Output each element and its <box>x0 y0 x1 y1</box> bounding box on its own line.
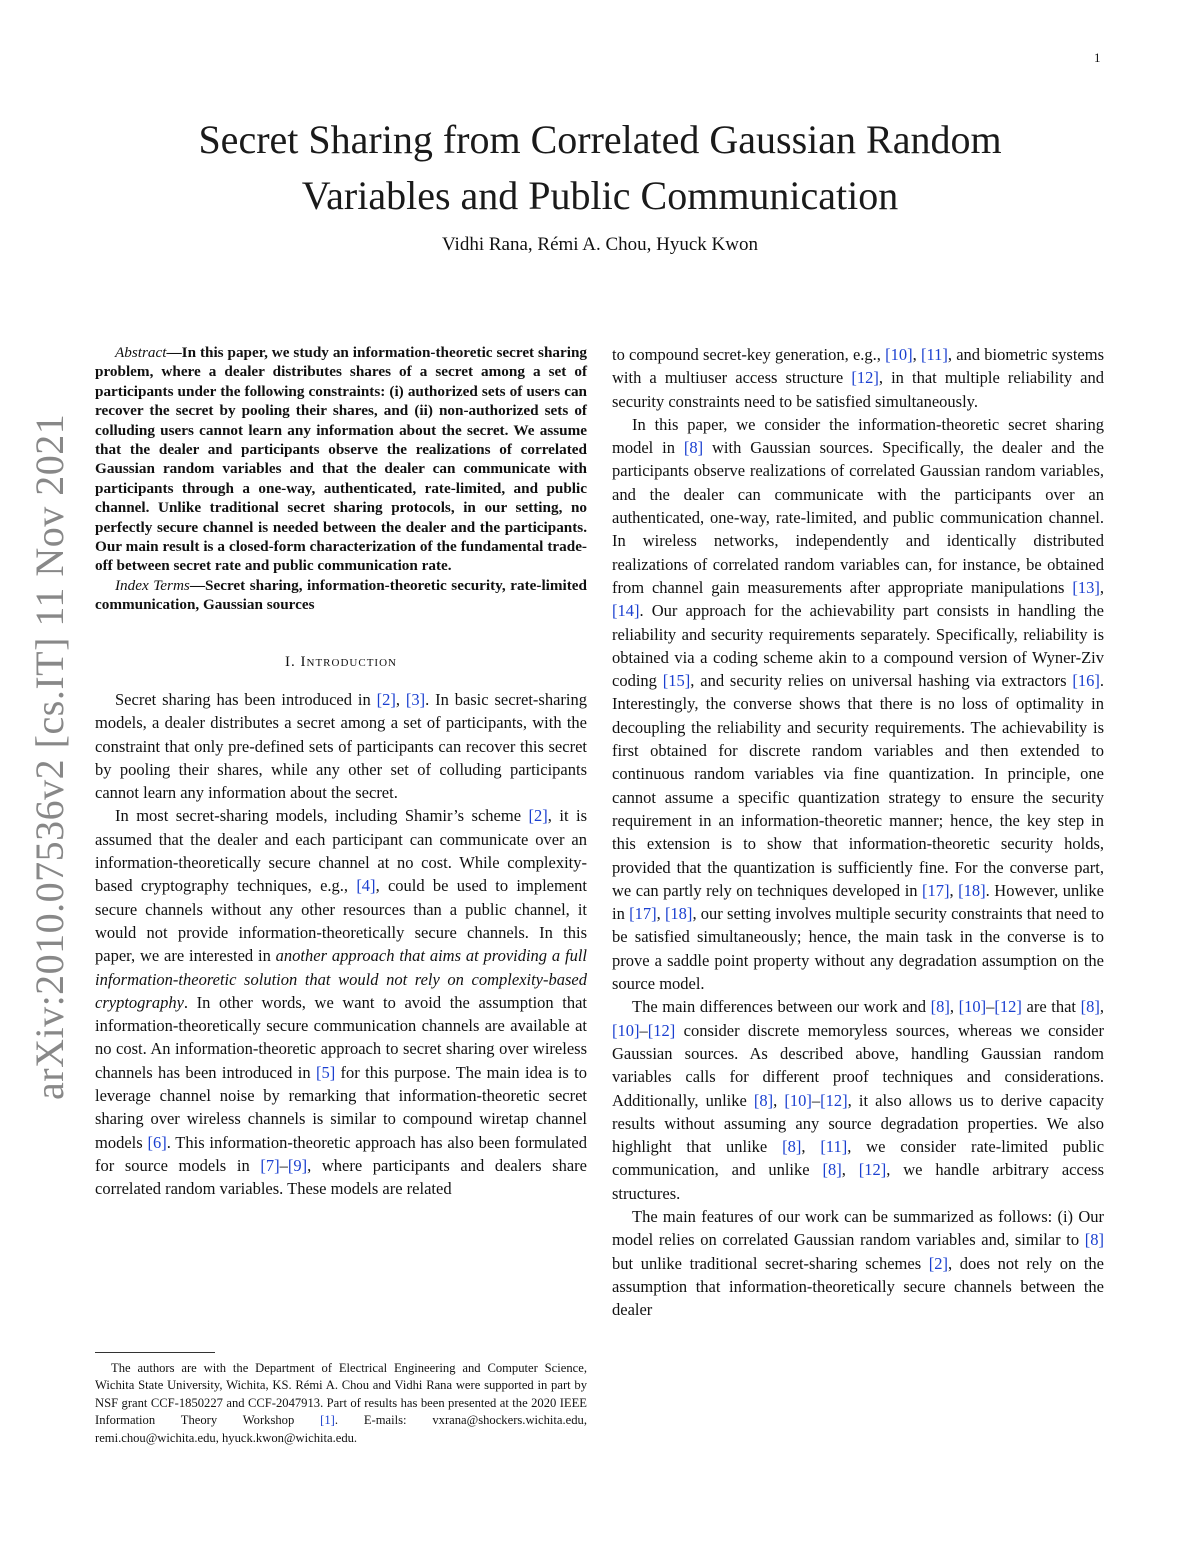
left-column <box>95 343 587 1201</box>
text-run: , could be used to implement secure channels without any other resources than a public channel, it would not provide information-theoretically secure channels. In this paper, we are interested in <box>95 876 587 966</box>
text-run: , where participants and dealers share correlated random variables. These models are related <box>95 1155 587 1199</box>
abstract <box>95 343 587 576</box>
abstract-text: —In this paper, we study an information-theoretic secret sharing problem, where a dealer distributes shares of a secret among a set of participants under the following constraints: (i) authorized sets of users can recover the secret by pooling their shares, and (ii) non-authorized sets of colluding users cannot learn any information about the secret. We assume that the dealer and participants observe the realizations of correlated Gaussian random variables and that the dealer can communicate with participants through a one-way, authenticated, rate-limited, and public channel. Unlike traditional secret sharing protocols, in our setting, no perfectly secure channel is needed between the dealer and the participants. Our main result is a closed-form characterization of the fundamental trade-off between secret rate and public communication rate. <box>95 344 587 575</box>
citation-link[interactable]: [9] <box>287 1155 308 1175</box>
citation-link[interactable]: [17] <box>629 904 657 924</box>
citation-link[interactable]: [8] <box>782 1137 802 1157</box>
intro-paragraph-3 <box>612 343 1104 413</box>
text-run: – <box>639 1020 648 1040</box>
citation-link[interactable]: [16] <box>1072 671 1100 691</box>
paper-title <box>80 112 1120 224</box>
text-run: – <box>811 1090 821 1110</box>
citation-link[interactable]: [4] <box>356 876 376 896</box>
text-run: – <box>986 997 995 1017</box>
text-run: , <box>773 1090 785 1110</box>
text-run: – <box>279 1155 288 1175</box>
text-run: , <box>949 880 959 900</box>
text-run: , <box>1099 997 1104 1017</box>
text-run: The main features of our work can be summarized as follows: (i) Our model relies on correlated Gaussian random variables and, similar to <box>612 1206 1104 1250</box>
index-terms-text: —Secret sharing, information-theoretic security, rate-limited communication, Gaussian sources <box>95 576 587 614</box>
citation-link[interactable]: [8] <box>930 997 950 1017</box>
section-heading-introduction: I. Introduction <box>285 653 397 670</box>
text-run: , our setting involves multiple security constraints that need to be satisfied simultaneously; hence, the main task in the converse is to prove a saddle point property without any degradation assumption on the source model. <box>612 904 1104 994</box>
intro-paragraph-2 <box>95 804 587 1200</box>
citation-link[interactable]: [10] <box>958 997 987 1017</box>
citation-link[interactable]: [12] <box>820 1090 848 1110</box>
text-run: , <box>841 1160 859 1180</box>
citation-link[interactable]: [3] <box>405 689 426 709</box>
text-run: The authors are with the Department of Electrical Engineering and Computer Science, Wichita State University, Wichita, KS. Rémi A. Chou and Vidhi Rana were supported in part by NSF grant CCF-1850227 and CCF-2047913. Part of results has been presented at the 2020 IEEE Information Theory Workshop <box>95 1361 587 1428</box>
text-run: In most secret-sharing models, including Shamir’s scheme <box>115 806 529 826</box>
text-run: . In basic secret-sharing models, a dealer distributes a secret among a set of participants, with the constraint that only pre-defined sets of participants can recover this secret by pooling their shares, while any other set of colluding participants cannot learn any information about the secret. <box>95 689 588 803</box>
citation-link[interactable]: [11] <box>820 1137 848 1157</box>
text-run: consider discrete memoryless sources, whereas we consider Gaussian sources. As described above, handling Gaussian random variables calls for different proof techniques and considerations. Additionally, unlike <box>612 1020 1104 1110</box>
abstract-lead: Abstract <box>115 344 167 361</box>
citation-link[interactable]: [2] <box>376 689 396 709</box>
citation-link[interactable]: [2] <box>928 1253 949 1273</box>
citation-link[interactable]: [5] <box>315 1062 336 1082</box>
citation-link[interactable]: [1] <box>320 1413 335 1428</box>
index-terms <box>95 576 587 615</box>
footnote-rule <box>95 1352 215 1353</box>
intro-paragraph-4 <box>612 413 1104 995</box>
citation-link[interactable]: [18] <box>958 880 986 900</box>
text-run: Secret sharing has been introduced in <box>115 689 377 709</box>
intro-paragraph-1 <box>95 688 587 804</box>
citation-link[interactable]: [8] <box>822 1160 842 1180</box>
index-terms-lead: Index Terms <box>115 576 190 594</box>
text-run: , it is assumed that the dealer and each participant can communicate over an information-theoretically secure channel at no cost. While complexity-based cryptography techniques, e.g., <box>95 806 587 896</box>
citation-link[interactable]: [12] <box>858 1160 887 1180</box>
citation-link[interactable]: [8] <box>1080 997 1100 1017</box>
text-run: , <box>395 689 406 709</box>
text-run: The main differences between our work and <box>632 997 931 1017</box>
text-run: . In other words, we want to avoid the assumption that information-theoretically secure communication channels are available at no cost. An information-theoretic approach to secret sharing over wireless channels has been introduced in <box>95 992 587 1082</box>
citation-link[interactable]: [10] <box>612 1020 640 1040</box>
citation-link[interactable]: [10] <box>885 345 913 364</box>
citation-link[interactable]: [15] <box>662 671 691 691</box>
text-run: , and security relies on universal hashing via extractors <box>690 671 1073 691</box>
text-run: . However, unlike in <box>612 880 1104 924</box>
text-run: , in that multiple reliability and security constraints need to be satisfied simultaneously. <box>612 368 1104 411</box>
right-column <box>612 343 1104 1321</box>
text-run: , it also allows us to derive capacity results without assuming any source degradation properties. We also highlight that unlike <box>612 1090 1104 1157</box>
citation-link[interactable]: [6] <box>147 1132 167 1152</box>
text-run: . Interestingly, the converse shows that there is no loss of optimality in decoupling the reliability and security requirements. The achievability is first obtained for discrete random variables and then extended to continuous random variables via fine quantization. In principle, one cannot assume a specific quantization strategy to ensure the security requirement in an information-theoretic manner; hence, the key step in this extension is to show that information-theoretic security holds, provided that the quantization is sufficiently fine. For the converse part, we can partly rely on techniques developed in <box>612 671 1104 900</box>
text-run: . This information-theoretic approach has also been formulated for source models in <box>95 1132 587 1175</box>
text-run: . Our approach for the achievability part consists in handling the reliability and security requirements separately. Specifically, reliability is obtained via a coding scheme akin to a compound version of Wyner-Ziv coding <box>612 601 1104 691</box>
page-number: 1 <box>1094 50 1101 65</box>
text-run: . E-mails: vxrana@shockers.wichita.edu, remi.chou@wichita.edu, hyuck.kwon@wichita.edu. <box>95 1413 587 1445</box>
citation-link[interactable]: [7] <box>260 1155 280 1175</box>
text-run: , we handle arbitrary access structures. <box>612 1160 1104 1203</box>
text-run: with Gaussian sources. Specifically, the dealer and the participants observe realizations of correlated Gaussian random variables, and the dealer can communicate with the participants over an authenticated, one-way, rate-limited, and public communication channel. In wireless networks, independently and identically distributed realizations of correlated random variables can, for instance, be obtained from channel gain measurements after appropriate manipulations <box>612 438 1105 597</box>
citation-link[interactable]: [2] <box>528 806 548 826</box>
text-run: In this paper, we consider the information-theoretic secret sharing model in <box>612 414 1104 458</box>
text-run: , <box>912 345 921 364</box>
author-list: Vidhi Rana, Rémi A. Chou, Hyuck Kwon <box>441 234 759 255</box>
citation-link[interactable]: [12] <box>647 1020 676 1040</box>
citation-link[interactable]: [12] <box>851 368 879 388</box>
citation-link[interactable]: [13] <box>1072 577 1100 597</box>
intro-paragraph-6 <box>612 1205 1104 1321</box>
text-run: , and biometric systems with a multiuser access structure <box>612 345 1104 388</box>
citation-link[interactable]: [10] <box>784 1090 812 1110</box>
citation-link[interactable]: [8] <box>753 1090 774 1110</box>
emphasized-text: another approach that aims at providing a full information-theoretic solution that would not rely on complexity-based cryptography <box>95 946 587 1012</box>
title-line-2: Variables and Public Communication <box>301 173 899 218</box>
citation-link[interactable]: [17] <box>922 880 950 900</box>
author-footnote <box>95 1360 587 1447</box>
text-run: , does not rely on the assumption that information-theoretically secure channels between the dealer <box>612 1253 1104 1320</box>
text-run: , <box>1099 577 1104 597</box>
citation-link[interactable]: [12] <box>994 997 1022 1017</box>
citation-link[interactable]: [11] <box>920 345 948 364</box>
text-run: , <box>656 904 665 924</box>
text-run: , <box>801 1137 821 1157</box>
citation-link[interactable]: [18] <box>664 904 693 924</box>
title-line-1: Secret Sharing from Correlated Gaussian Random <box>198 117 1002 162</box>
arxiv-identifier-stamp[interactable]: arXiv:2010.07536v2 [cs.IT] 11 Nov 2021 <box>27 413 72 1100</box>
text-run: , <box>949 997 959 1017</box>
text-run: for this purpose. The main idea is to leverage channel noise by remarking that information-theoretic secret sharing over wireless channels is similar to compound wiretap channel models <box>95 1062 587 1152</box>
text-run: to compound secret-key generation, e.g., <box>612 345 886 364</box>
citation-link[interactable]: [14] <box>612 601 640 621</box>
intro-paragraph-5 <box>612 995 1104 1205</box>
citation-link[interactable]: [8] <box>1084 1230 1104 1250</box>
text-run: but unlike traditional secret-sharing schemes <box>612 1253 929 1273</box>
text-run: , we consider rate-limited public communication, and unlike <box>612 1137 1105 1180</box>
text-run: are that <box>1021 997 1081 1017</box>
citation-link[interactable]: [8] <box>683 438 704 458</box>
